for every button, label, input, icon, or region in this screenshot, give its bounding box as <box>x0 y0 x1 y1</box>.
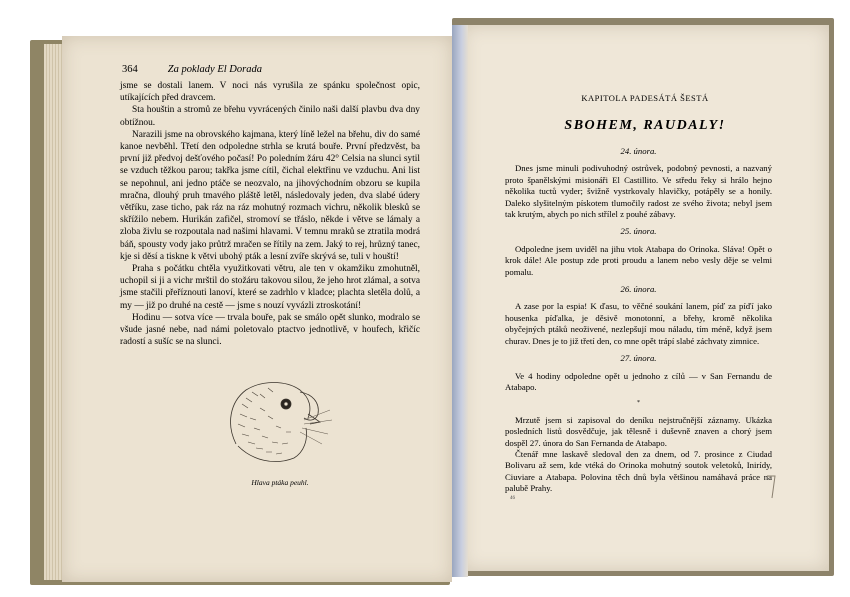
bird-head-illustration <box>216 374 334 470</box>
paragraph: Čtenář mne laskavě sledoval den za dnem, od 7. prosince z Ciudad Bolivaru až sem, kde vtéká do Orinoka mohutný soutok veletoků, Inirídy, Ciuviare a Atabapa. Polovina těch dnů byla většinou namáhavá práce na palubě Prahy. <box>505 448 772 494</box>
chapter-title: SBOHEM, RAUDALY! <box>564 118 726 133</box>
paragraph: Praha s počátku chtěla využitkovati větru, ale ten v okamžiku zmohutněl, uchopil si ji a vichr mrštil do stožáru takovou silou, že jeho hrot zlámal, a sotva jsme stačili přeříznouti lanoví, které se zadrhlo v kladce; plachta sletěla dolů, a my — již po druhé na cestě — jsme s nouzí vyvázli ztroskotání! <box>120 264 420 311</box>
book-spine <box>452 25 468 577</box>
page-edges <box>44 44 64 580</box>
right-page-text <box>505 140 772 495</box>
paragraph: Hodinu — sotva více — trvala bouře, pak se smálo opět slunko, modralo se všude jasné nebe, nad námi poletovalo ptactvo jednotlivě, v houfech, křičíc radostí a sušíc se na slunci. <box>120 312 420 348</box>
left-page-text <box>120 80 420 348</box>
paragraph: Mrzutě jsem si zapisoval do deníku nejstručnější záznamy. Ukázka posledních listů dosvědčuje, jak tělesně i duševně znaven a chorý jsem dospěl 27. února do San Fernanda de Atabapo. <box>505 414 772 448</box>
paragraph: Odpoledne jsem uviděl na jihu vtok Atabapa do Orinoka. Sláva! Opět o krok dále! Ale postup zde proti proudu a lanem nebo vesly děje se velmi pomalu. <box>505 243 772 277</box>
page-number: 364 <box>122 64 138 75</box>
paragraph: jsme se dostali lanem. V noci nás vyrušila ze spánku společnost opic, utíkajících před dravcem. <box>120 81 420 104</box>
section-separator: * <box>637 400 640 407</box>
illustration-caption: Hlava ptáka peuhl. <box>251 478 309 487</box>
paragraph: A zase por la espia! K ďasu, to věčné soukání lanem, píď za píďí jako housenka píďalka, je děsivě monotonní, a břehy, kromě několika obyčejných ptáků neoživené, nezlepšují mou náladu, tím méně, když jsem churav. Dnes je to již třetí den, co mne opět trápí slabé záchvaty zimnice. <box>505 301 772 346</box>
signature-mark: 46 <box>510 496 515 501</box>
diary-date: 27. února. <box>620 353 657 364</box>
paragraph: Sta houštin a stromů ze břehu vyvrácených činilo naši další plavbu dva dny obtížnou. <box>120 105 420 128</box>
running-head <box>122 64 422 75</box>
running-title: Za poklady El Dorada <box>167 64 262 75</box>
chapter-label: KAPITOLA PADESÁTÁ ŠESTÁ <box>581 93 709 103</box>
diary-date: 25. února. <box>620 226 657 237</box>
paragraph: Ve 4 hodiny odpoledne opět u jednoho z cílů — v San Fernandu de Atabapo. <box>505 370 772 392</box>
diary-date: 26. února. <box>620 284 657 295</box>
paragraph: Dnes jsme minuli podivuhodný ostrůvek, podobný pevnosti, a nazvaný proto španělskými misionáři El Castillito. Ve středu řeky si hrálo hejno několika tuctů vyder; švižně vystrkovaly hlavičky, potápěly se a honily. Daleko slyšitelným pískotem tlumočily radost ze svého života; nebyl jsem tak krutým, abych po nich střílel z pouhé zábavy. <box>505 163 772 220</box>
diary-date: 24. února. <box>620 146 657 156</box>
paragraph: Narazili jsme na obrovského kajmana, který líně ležel na břehu, div do samé kanoe nevběhl. Třetí den odpoledne strhla se krutá bouře. První předzvěst, ba první již předvoj dešťového počasí! Po poledním žáru 42° Celsia na slunci sytil se vzduch těžkou parou; takřka jsme cítil, čichal elektřinu ve vzduchu. Ani list se nepohnul, ani jedno ptáče se neozvalo, na jihovýchodním obzoru se kupila mračna, dlouhý pruh tmavého pláště letěl, následovaly jeden, dva slabé údery větříku, zase ticho, pak ráz na ráz mohutný rozmach vichru, několik blesků se skřížilo nebem. Hurikán zafičel, stromoví se třáslo, někde i větve se lámaly a zloba živlu se rozpoutala nad našimi hlavami. V temnu mraků se ztratila modrá báň, spousty vody jako průtrž mračen se řítily na zem. Jaký to rej, hrůzný tanec, kje si děsí a tiskne k větvi ubohý pták a lesní zvíře skrývá se, tuli v houští! <box>120 129 420 262</box>
pencil-mark <box>766 474 778 500</box>
